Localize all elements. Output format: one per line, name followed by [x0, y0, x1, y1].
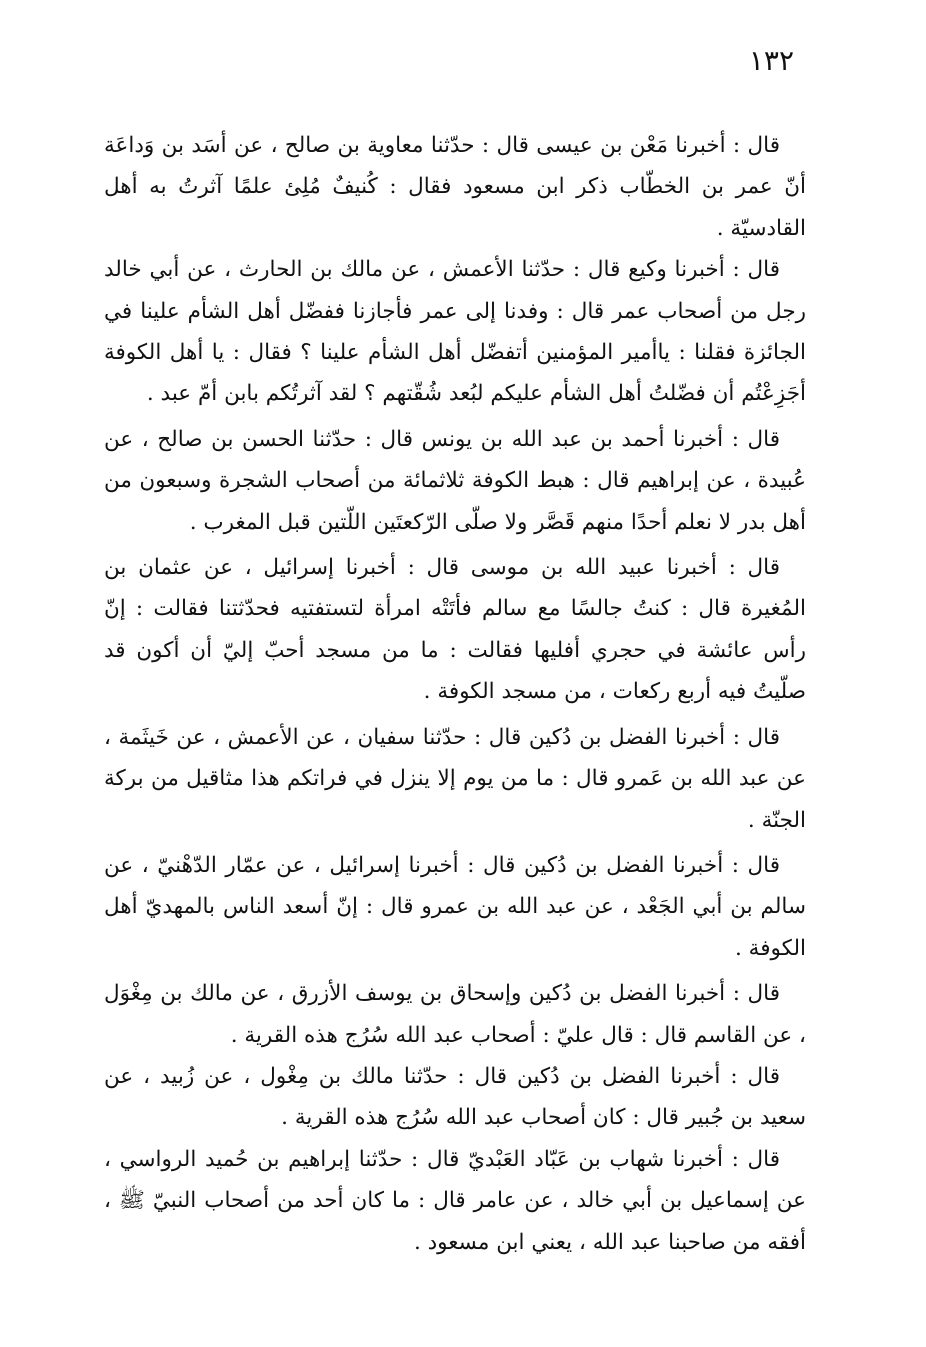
paragraph-8: قال : أخبرنا الفضل بن دُكين قال : حدّثنا مالك بن مِغْول ، عن زُبيد ، عن سعيد بن جُبير قال : كان أصحاب عبد الله سُرُج هذه القرية . — [104, 1063, 806, 1131]
paragraph-6: قال : أخبرنا الفضل بن دُكين قال : أخبرنا إسرائيل ، عن عمّار الدّهْنيّ ، عن سالم بن أبي الجَعْد ، عن عبد الله بن عمرو قال : إنّ أسعد الناس بالمهديّ أهل الكوفة . — [104, 852, 806, 961]
paragraph-4: قال : أخبرنا عبيد الله بن موسى قال : أخبرنا إسرائيل ، عن عثمان بن المُغيرة قال : كنتُ جالسًا مع سالم فأتَتْه امرأة لتستفتيه فحدّثتنا فقالت : إنّ رأس عائشة في حجري أفليها فقالت : ما من مسجد أحبّ إليّ أن أكون قد صلّيتُ فيه أربع ركعات ، من مسجد الكوفة . — [104, 555, 806, 705]
page-number: ١٣٢ — [748, 44, 794, 77]
paragraph-1: قال : أخبرنا مَعْن بن عيسى قال : حدّثنا معاوية بن صالح ، عن أسَد بن وَداعَة أنّ عمر بن الخطّاب ذكر ابن مسعود فقال : كُنيفٌ مُلِئ علمًا آثرتُ به أهل القادسيّة . — [104, 133, 806, 241]
paragraph-7: قال : أخبرنا الفضل بن دُكين وإسحاق بن يوسف الأزرق ، عن مالك بن مِغْوَل ، عن القاسم قال : قال عليّ : أصحاب عبد الله سُرُج هذه القرية . — [104, 981, 806, 1048]
body-text — [104, 125, 806, 1263]
paragraph-9: قال : أخبرنا شهاب بن عَبّاد العَبْديّ قال : حدّثنا إبراهيم بن حُميد الرواسي ، عن إسماعيل بن أبي خالد ، عن عامر قال : ما كان أحد من أصحاب النبيّ ﷺ ، أفقه من صاحبنا عبد الله ، يعني ابن مسعود . — [104, 1146, 806, 1255]
paragraph-5: قال : أخبرنا الفضل بن دُكين قال : حدّثنا سفيان ، عن الأعمش ، عن خَيثَمة ، عن عبد الله بن عَمرو قال : ما من يوم إلا ينزل في فراتكم هذا مثاقيل من بركة الجنّة . — [104, 724, 806, 833]
paragraph-3: قال : أخبرنا أحمد بن عبد الله بن يونس قال : حدّثنا الحسن بن صالح ، عن عُبيدة ، عن إبراهيم قال : هبط الكوفة ثلاثمائة من أصحاب الشجرة وسبعون من أهل بدر لا نعلم أحدًا منهم قَصَّر ولا صلّى الرّكعتَين اللّتين قبل المغرب . — [104, 426, 806, 535]
paragraph-2: قال : أخبرنا وكيع قال : حدّثنا الأعمش ، عن مالك بن الحارث ، عن أبي خالد رجل من أصحاب عمر قال : وفدنا إلى عمر فأجازنا ففضّل أهل الشأم علينا في الجائزة فقلنا : ياأمير المؤمنين أتفضّل أهل الشأم علينا ؟ فقال : يا أهل الكوفة أجَزِعْتُم أن فضّلتُ أهل الشأم عليكم لبُعد شُقّتهم ؟ لقد آثرتُكم بابن أمّ عبد . — [104, 257, 806, 407]
